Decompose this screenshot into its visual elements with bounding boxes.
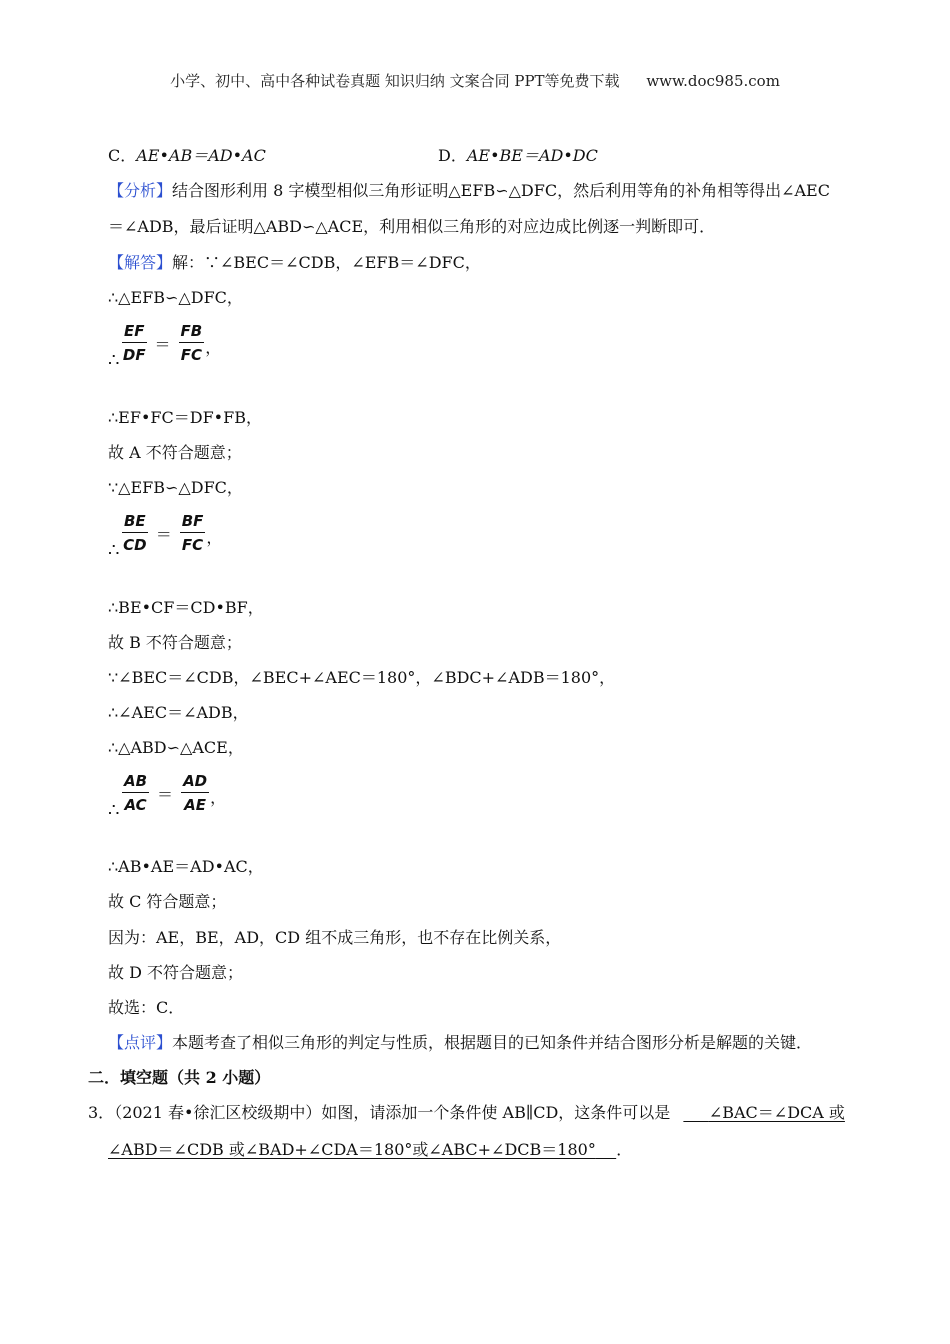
fraction-1b: FB FC xyxy=(180,322,203,364)
fraction-3b: AD AE xyxy=(183,772,208,814)
analysis-text-1: 结合图形利用 8 字模型相似三角形证明△EFB∽△DFC，然后利用等角的补角相等得出∠AEC xyxy=(172,181,830,200)
fraction-2b: BF FC xyxy=(181,512,204,554)
fraction-equation-3: ∴ AB AC ＝ AD AE ， xyxy=(108,772,227,821)
option-d-expr: AE•BE＝AD•DC xyxy=(466,146,598,165)
therefore-symbol: ∴ xyxy=(108,540,120,561)
page-header xyxy=(0,70,950,91)
question-3-answer-2: ∠ABD＝∠CDB 或∠BAD+∠CDA＝180°或∠ABC+∠DCB＝180° xyxy=(108,1140,596,1159)
comment-text: 本题考查了相似三角形的判定与性质，根据题目的已知条件并结合图形分析是解题的关键． xyxy=(172,1033,813,1052)
answer-c-correct: 故 C 符合题意； xyxy=(108,892,227,911)
fraction-equation-1: ∴ EF DF ＝ FB FC ， xyxy=(108,322,222,371)
therefore-symbol: ∴ xyxy=(108,350,120,371)
question-3-prefix: （2021 春•徐汇区校级期中）如图，请添加一个条件使 AB∥CD，这条件可以是 xyxy=(114,1103,671,1122)
answer-reason-d: 因为：AE，BE，AD，CD 组不成三角形，也不存在比例关系， xyxy=(108,928,562,947)
header-site: www.doc985.com xyxy=(646,72,780,90)
answer-not-b: 故 B 不符合题意； xyxy=(108,633,242,652)
analysis-line-2: ＝∠ADB，最后证明△ABD∽△ACE，利用相似三角形的对应边成比例逐一判断即可． xyxy=(108,217,716,236)
fraction-equation-2: ∴ BE CD ＝ BF FC ， xyxy=(108,512,223,561)
answer-text-1: 解：∵∠BEC＝∠CDB，∠EFB＝∠DFC， xyxy=(172,253,481,272)
answer-not-d: 故 D 不符合题意； xyxy=(108,963,244,982)
option-d xyxy=(438,146,598,166)
answer-because-similar: ∵△EFB∽△DFC， xyxy=(108,478,243,497)
answer-angle-aec: ∴∠AEC＝∠ADB， xyxy=(108,703,249,722)
question-3-line-1 xyxy=(88,1103,845,1123)
answer-line-1 xyxy=(108,253,481,273)
equals-sign: ＝ xyxy=(157,784,174,804)
option-c-label: C． xyxy=(108,146,137,165)
option-c xyxy=(108,146,266,166)
therefore-symbol: ∴ xyxy=(108,800,120,821)
analysis-line-1 xyxy=(108,181,830,201)
answer-product-2: ∴BE•CF＝CD•BF， xyxy=(108,598,264,617)
fraction-3a: AB AC xyxy=(124,772,148,814)
answer-angles: ∵∠BEC＝∠CDB，∠BEC+∠AEC＝180°，∠BDC+∠ADB＝180°， xyxy=(108,668,616,687)
question-3-line-2 xyxy=(108,1140,632,1160)
answer-similar-1: ∴△EFB∽△DFC， xyxy=(108,288,243,307)
section-2-title: 二．填空题（共 2 小题） xyxy=(88,1068,271,1087)
fraction-1a: EF DF xyxy=(122,322,146,364)
analysis-tag: 【分析】 xyxy=(108,181,173,200)
question-3-number: 3． xyxy=(88,1103,115,1122)
answer-product-3: ∴AB•AE＝AD•AC， xyxy=(108,857,264,876)
header-text: 小学、初中、高中各种试卷真题 知识归纳 文案合同 PPT等免费下载 xyxy=(170,72,620,90)
comment-line xyxy=(108,1033,812,1053)
answer-not-a: 故 A 不符合题意； xyxy=(108,443,242,462)
answer-similar-2: ∴△ABD∽△ACE， xyxy=(108,738,244,757)
question-3-answer-1: ∠BAC＝∠DCA 或 xyxy=(708,1103,845,1122)
equals-sign: ＝ xyxy=(154,334,171,354)
answer-product-1: ∴EF•FC＝DF•FB， xyxy=(108,408,262,427)
option-c-expr: AE•AB＝AD•AC xyxy=(136,146,266,165)
answer-choice: 故选：C． xyxy=(108,998,185,1017)
question-3-end: ． xyxy=(616,1140,633,1159)
fraction-2a: BE CD xyxy=(123,512,147,554)
equals-sign: ＝ xyxy=(155,524,172,544)
answer-tag: 【解答】 xyxy=(108,253,173,272)
comment-tag: 【点评】 xyxy=(108,1033,173,1052)
option-d-label: D． xyxy=(438,146,467,165)
